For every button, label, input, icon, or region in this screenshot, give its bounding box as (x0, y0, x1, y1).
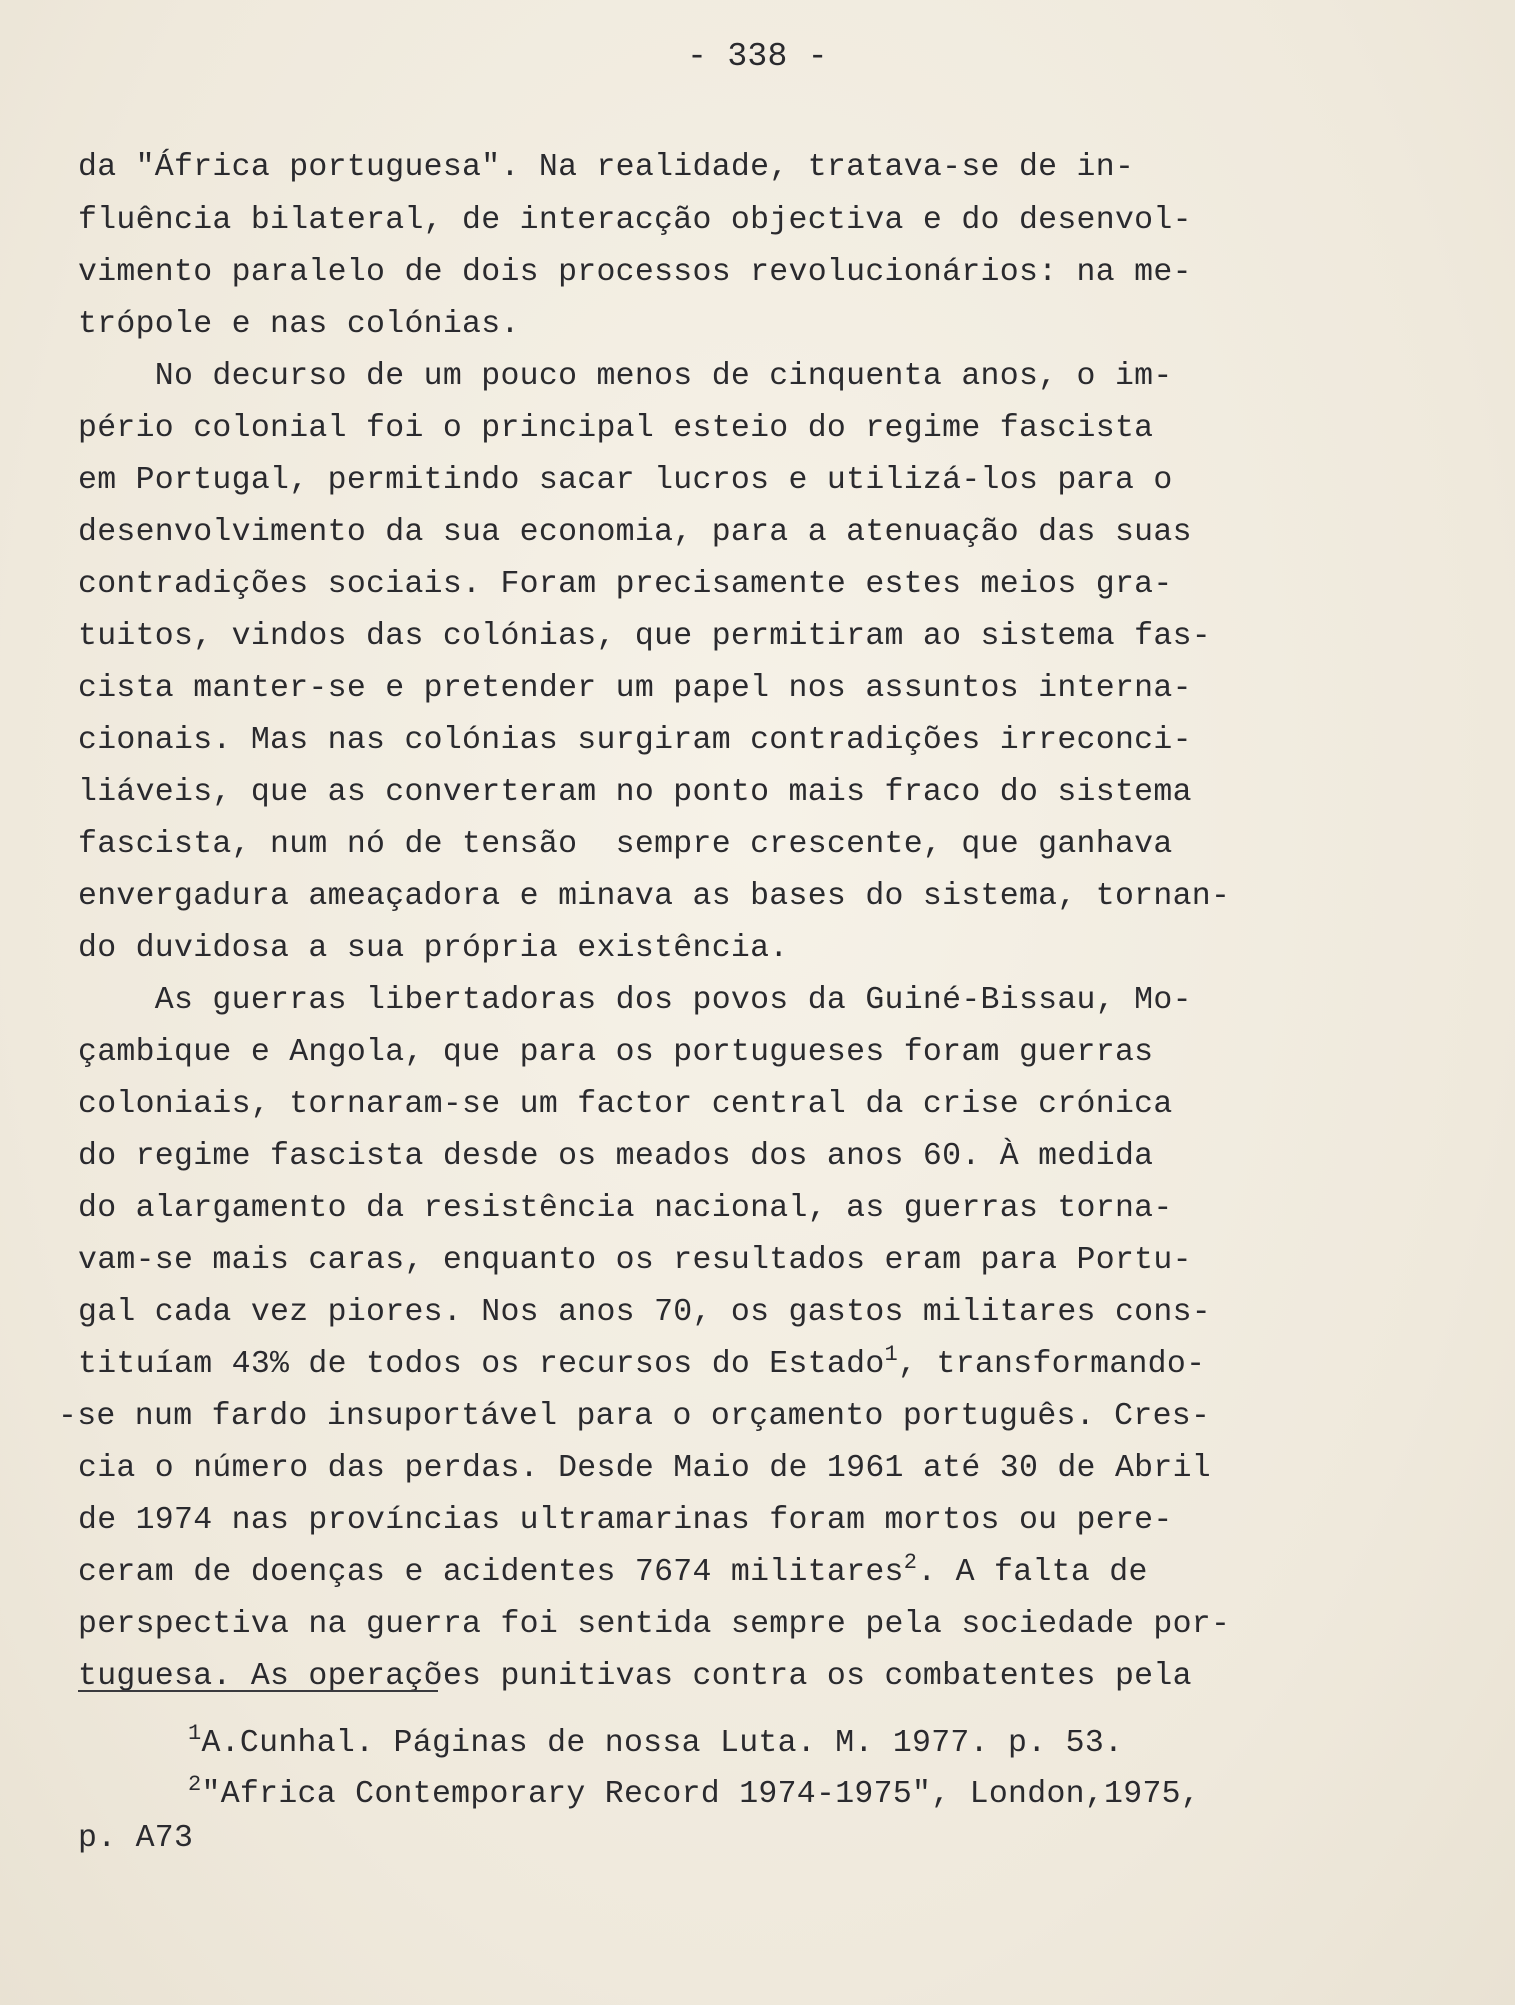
footnote-text: "Africa Contemporary Record 1974-1975", London,1975, (201, 1777, 1201, 1812)
footnote-text: A.Cunhal. Páginas de nossa Luta. M. 1977. p. 53. (201, 1726, 1124, 1761)
body-line: desenvolvimento da sua economia, para a atenuação das suas (78, 515, 1192, 550)
body-line: As guerras libertadoras dos povos da Guiné-Bissau, Mo- (78, 983, 1192, 1018)
footnote-1 (188, 1721, 1124, 1761)
footnote-continuation: p. A73 (78, 1821, 194, 1856)
footnote-ref-1[interactable]: 1 (884, 1342, 899, 1367)
body-line: perspectiva na guerra foi sentida sempre pela sociedade por- (78, 1607, 1231, 1642)
body-text-segment: , transformando- (898, 1347, 1206, 1382)
body-line: da "África portuguesa". Na realidade, tratava-se de in- (78, 150, 1135, 185)
body-line: fluência bilateral, de interacção objectiva e do desenvol- (78, 203, 1192, 238)
body-line: envergadura ameaçadora e minava as bases do sistema, tornan- (78, 879, 1231, 914)
body-line: do regime fascista desde os meados dos anos 60. À medida (78, 1139, 1154, 1174)
body-line: vimento paralelo de dois processos revolucionários: na me- (78, 255, 1192, 290)
body-line: çambique e Angola, que para os portugueses foram guerras (78, 1035, 1154, 1070)
body-line: do alargamento da resistência nacional, as guerras torna- (78, 1191, 1173, 1226)
body-line: tuitos, vindos das colónias, que permitiram ao sistema fas- (78, 619, 1211, 654)
body-line: vam-se mais caras, enquanto os resultados eram para Portu- (78, 1243, 1192, 1278)
body-line: tuguesa. As operações punitivas contra os combatentes pela (78, 1659, 1192, 1694)
body-line: No decurso de um pouco menos de cinquenta anos, o im- (78, 359, 1173, 394)
body-line: cia o número das perdas. Desde Maio de 1961 até 30 de Abril (78, 1451, 1211, 1486)
body-line: -se num fardo insuportável para o orçamento português. Cres- (58, 1399, 1211, 1434)
footnote-marker: 2 (188, 1772, 202, 1797)
body-line: gal cada vez piores. Nos anos 70, os gastos militares cons- (78, 1295, 1211, 1330)
body-line: cionais. Mas nas colónias surgiram contradições irreconci- (78, 723, 1192, 758)
body-line: de 1974 nas províncias ultramarinas foram mortos ou pere- (78, 1503, 1173, 1538)
footnote-ref-2[interactable]: 2 (903, 1550, 918, 1575)
body-text-segment: tituíam 43% de todos os recursos do Estado (78, 1347, 885, 1382)
body-text-segment: ceram de doenças e acidentes 7674 militares (78, 1555, 904, 1590)
body-line: trópole e nas colónias. (78, 307, 520, 342)
footnote-separator (78, 1690, 438, 1692)
body-line: coloniais, tornaram-se um factor central da crise crónica (78, 1087, 1173, 1122)
body-text-segment: . A falta de (917, 1555, 1148, 1590)
body-line-with-footnote-ref (78, 1342, 1206, 1382)
body-line-with-footnote-ref (78, 1550, 1148, 1590)
footnote-marker: 1 (188, 1721, 202, 1746)
body-line: contradições sociais. Foram precisamente estes meios gra- (78, 567, 1173, 602)
body-line: cista manter-se e pretender um papel nos assuntos interna- (78, 671, 1192, 706)
footnote-2 (188, 1772, 1201, 1812)
page-number: - 338 - (687, 38, 828, 75)
body-line: em Portugal, permitindo sacar lucros e utilizá-los para o (78, 463, 1173, 498)
body-line: liáveis, que as converteram no ponto mais fraco do sistema (78, 775, 1192, 810)
body-line: pério colonial foi o principal esteio do regime fascista (78, 411, 1154, 446)
body-line: do duvidosa a sua própria existência. (78, 931, 789, 966)
body-line: fascista, num nó de tensão sempre crescente, que ganhava (78, 827, 1173, 862)
